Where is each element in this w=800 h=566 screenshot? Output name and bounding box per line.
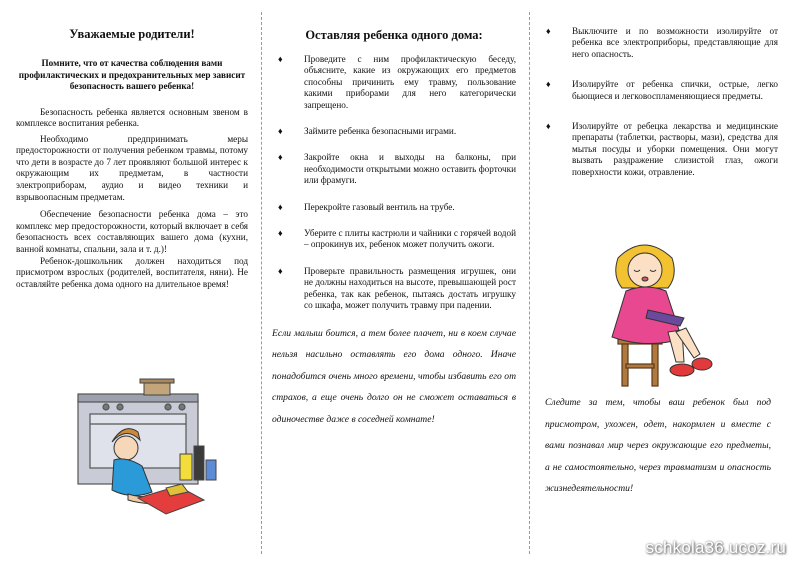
list-item: ♦ Уберите с плиты кастрюли и чайники с горячей водой – опрокинув их, ребенок может получить ожоги. bbox=[278, 228, 516, 250]
parents-title: Уважаемые родители! bbox=[69, 27, 195, 41]
list-item: ♦ Перекройте газовый вентиль на трубе. bbox=[278, 201, 455, 212]
diamond-bullet-icon: ♦ bbox=[546, 121, 551, 132]
diamond-bullet-icon: ♦ bbox=[278, 54, 283, 64]
isolation-list bbox=[540, 26, 778, 178]
parents-subtitle: Помните, что от качества соблюдения вами профилактических и предохранительных мер зависит безопасность вашего ребенка! bbox=[18, 58, 246, 91]
site-watermark: schkola36.ucoz.ru bbox=[645, 538, 786, 557]
list-item: ♦ Проведите с ним профилактическую беседу, объясните, какие из окружающих его предметов способны причинить ему травму, пользование какими приборами для него категорически запрещено. bbox=[278, 54, 516, 110]
fear-warning-text: Если малыш боится, а тем более плачет, ни в коем случае нельзя насильно оставлять его дома одного. Иначе понадобится очень много времени, чтобы избавить его от страхов, а еще очень долго он не сможет оставаться в одиночестве даже в соседней комнате! bbox=[272, 327, 516, 425]
diamond-bullet-icon: ♦ bbox=[546, 79, 551, 90]
parents-paragraphs bbox=[16, 107, 248, 291]
column-divider-2 bbox=[529, 12, 530, 554]
column-divider-1 bbox=[261, 12, 262, 554]
leaving-child-title: Оставляя ребенка одного дома: bbox=[305, 28, 483, 42]
diamond-bullet-icon: ♦ bbox=[278, 126, 283, 137]
list-item: ♦ Проверьте правильность размещения игрушек, они не должны находиться на высоте, превышающей рост ребенка, так как ребенок, пытаясь достать игрушку со шкафа, может получить травму при падении. bbox=[278, 265, 516, 311]
paragraph: Обеспечение безопасности ребенка дома – это комплекс мер предосторожности, который включает в себя безопасность всех составляющих вашего дома (кухни, ванной комнаты, спальни, зала и т. д.)! bbox=[16, 209, 248, 255]
list-item: ♦ Закройте окна и выходы на балконы, при необходимости открытыми можно оставить форточки или фрамуги. bbox=[278, 152, 516, 186]
diamond-bullet-icon: ♦ bbox=[278, 152, 283, 163]
right-column-footer bbox=[545, 392, 771, 542]
pot bbox=[140, 379, 174, 395]
list-item: ♦ Выключите и по возможности изолируйте от ребенка все электроприборы, представляющие для него опасность. bbox=[546, 26, 778, 59]
list-item: ♦ Изолируйте от ребецка лекарства и медицинские препараты (таблетки, растворы, мази), средства для мытья посуды и уборки помещения. Они могут вызвать раздражение слизистой глаз, ожоги поверхности кожи, отравление. bbox=[546, 121, 778, 177]
paragraph: Необходимо предпринимать меры предосторожности от получения ребенком травмы, потому что дети в возрасте до 7 лет проявляют большой интерес к окружающим их предметам, в частности электроприборам, аудио и видео техники и взрывоопасным предметам. bbox=[16, 133, 248, 202]
girl-ironing-illustration bbox=[68, 376, 236, 522]
leaving-child-list bbox=[272, 54, 516, 312]
middle-column bbox=[272, 0, 516, 566]
paragraph: Ребенок-дошкольник должен находиться под присмотром взрослых (родителей, воспитателя, няни). Не оставляйте ребенка дома одного на длительное время! bbox=[16, 255, 248, 289]
diamond-bullet-icon: ♦ bbox=[278, 201, 283, 212]
list-item: ♦ Займите ребенка безопасными играми. bbox=[278, 126, 457, 137]
diamond-bullet-icon: ♦ bbox=[278, 265, 283, 276]
diamond-bullet-icon: ♦ bbox=[278, 228, 283, 239]
girl-on-stool-illustration bbox=[604, 236, 714, 390]
list-item: ♦ Изолируйте от ребенка спички, острые, легко бьющиеся и легковоспламеняющиеся предметы. bbox=[546, 79, 778, 101]
paragraph: Безопасность ребенка является основным звеном в комплексе воспитания ребенка. bbox=[16, 106, 248, 129]
supervision-text: Следите за тем, чтобы ваш ребенок был под присмотром, ухожен, одет, накормлен и вместе с вами познавал мир через окружающие его предметы, а не самостоятельно, через травматизм и опасность жизнедеятельности! bbox=[545, 397, 771, 494]
diamond-bullet-icon: ♦ bbox=[546, 26, 551, 36]
